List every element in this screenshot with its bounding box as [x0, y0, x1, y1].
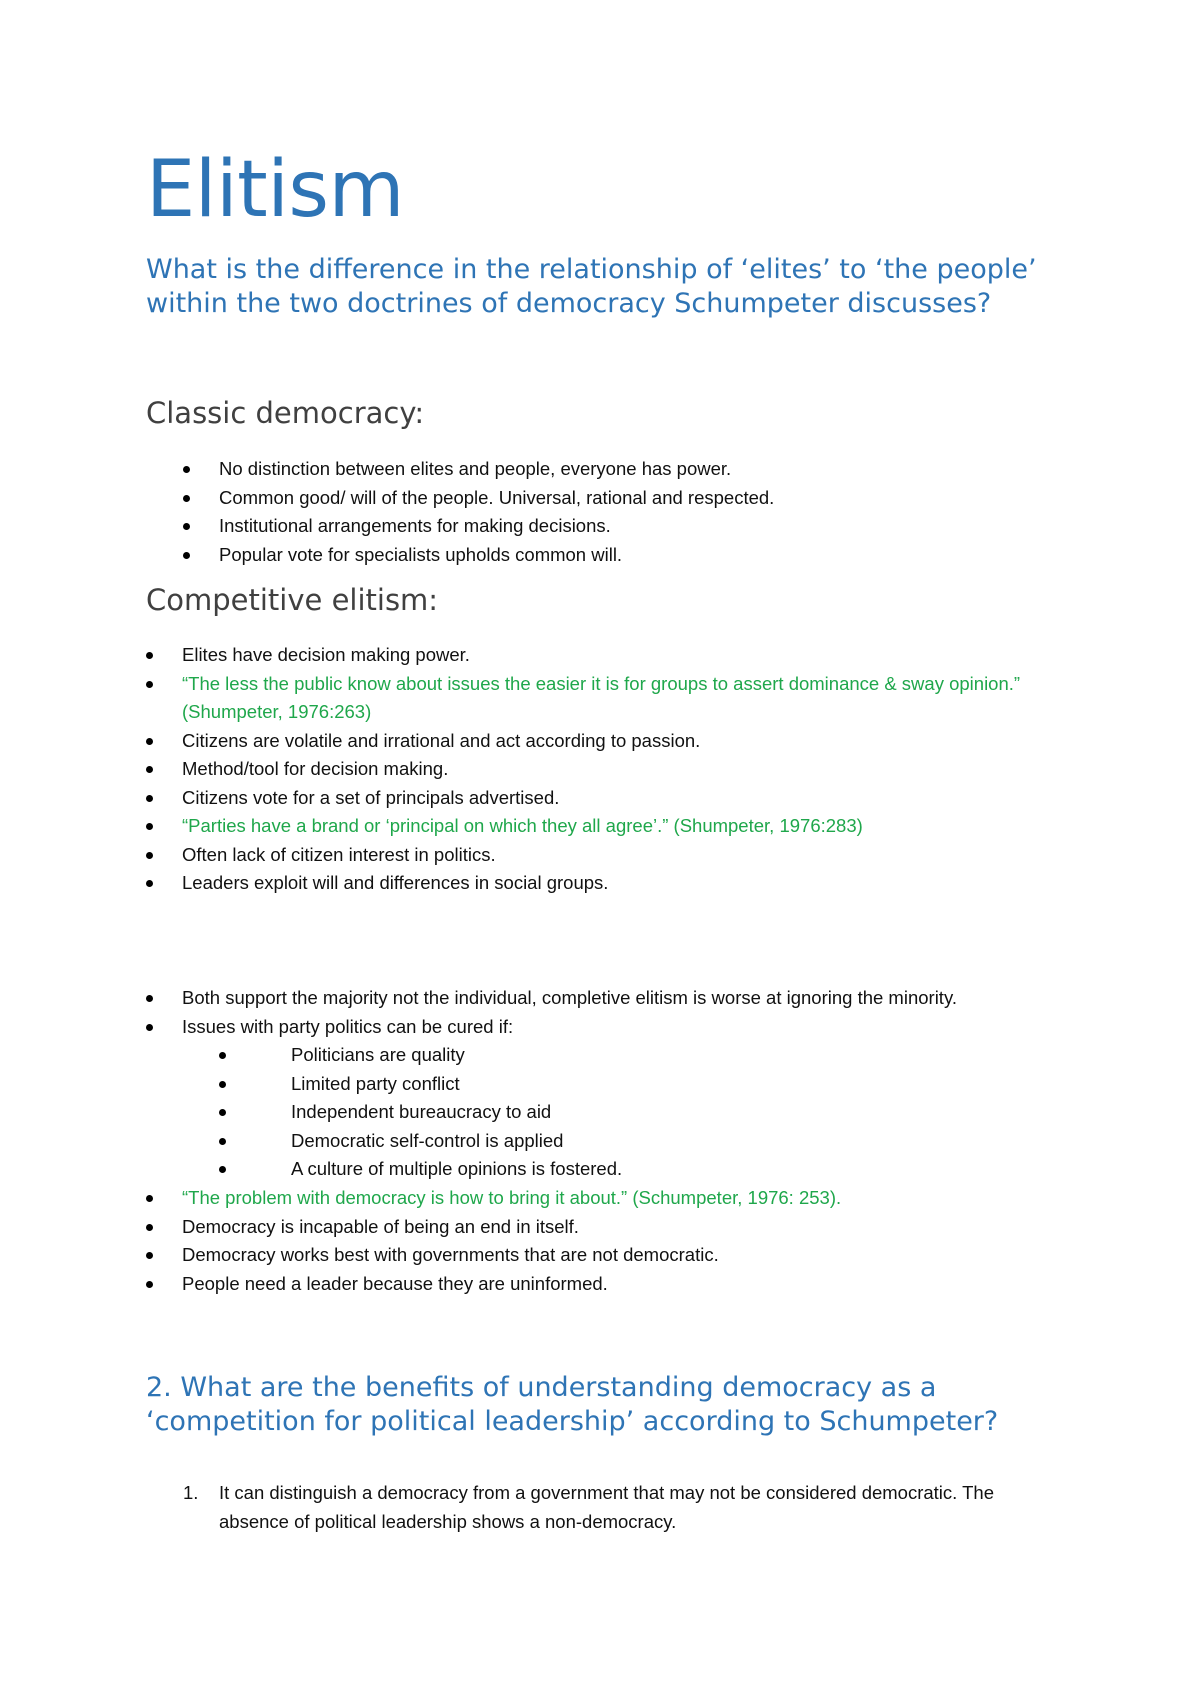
list-item: Democracy is incapable of being an end in itself. [146, 1213, 1086, 1242]
sub-list-item: Democratic self-control is applied [219, 1127, 1019, 1156]
list-item: Citizens are volatile and irrational and act according to passion. [146, 727, 1026, 756]
party-politics-sublist [219, 1041, 1019, 1184]
list-item: Institutional arrangements for making decisions. [183, 512, 1083, 541]
list-item: Issues with party politics can be cured if: [146, 1013, 1086, 1042]
list-item: Common good/ will of the people. Universal, rational and respected. [183, 484, 1083, 513]
benefits-list [183, 1479, 1043, 1536]
competitive-elitism-heading: Competitive elitism: [146, 583, 439, 617]
list-item: Popular vote for specialists upholds common will. [183, 541, 1083, 570]
list-item: Leaders exploit will and differences in social groups. [146, 869, 1026, 898]
list-item: No distinction between elites and people, everyone has power. [183, 455, 1083, 484]
quote-item: “Parties have a brand or ‘principal on which they all agree’.” (Shumpeter, 1976:283) [146, 812, 1026, 841]
sub-list-item: Politicians are quality [219, 1041, 1019, 1070]
list-number: 1. [183, 1482, 199, 1503]
list-item: Elites have decision making power. [146, 641, 1026, 670]
document-title: Elitism [146, 145, 404, 235]
comparison-list-b [146, 1184, 1086, 1298]
question-2-heading: 2. What are the benefits of understanding democracy as a ‘competition for political leadership’ according to Schumpeter? [146, 1372, 999, 1437]
list-item-text: It can distinguish a democracy from a government that may not be considered democratic. The absence of political leadership shows a non-democracy. [219, 1482, 994, 1532]
comparison-list-a [146, 984, 1086, 1041]
numbered-list-item [183, 1479, 1043, 1536]
classic-democracy-heading: Classic democracy: [146, 396, 425, 430]
sub-list-item: Independent bureaucracy to aid [219, 1098, 1019, 1127]
list-item: People need a leader because they are uninformed. [146, 1270, 1086, 1299]
list-item: Citizens vote for a set of principals advertised. [146, 784, 1026, 813]
question-1-heading: What is the difference in the relationship of ‘elites’ to ‘the people’ within the two doctrines of democracy Schumpeter discusses? [146, 254, 1037, 319]
list-item: Democracy works best with governments that are not democratic. [146, 1241, 1086, 1270]
list-item: Often lack of citizen interest in politics. [146, 841, 1026, 870]
list-item: Both support the majority not the individual, completive elitism is worse at ignoring the minority. [146, 984, 1086, 1013]
quote-item: “The problem with democracy is how to bring it about.” (Schumpeter, 1976: 253). [146, 1184, 1086, 1213]
sub-list-item: A culture of multiple opinions is fostered. [219, 1155, 1019, 1184]
list-item: Method/tool for decision making. [146, 755, 1026, 784]
classic-democracy-list [183, 455, 1083, 569]
competitive-elitism-list [146, 641, 1026, 898]
quote-item: “The less the public know about issues the easier it is for groups to assert dominance & sway opinion.” (Shumpeter, 1976:263) [146, 670, 1026, 727]
sub-list-item: Limited party conflict [219, 1070, 1019, 1099]
